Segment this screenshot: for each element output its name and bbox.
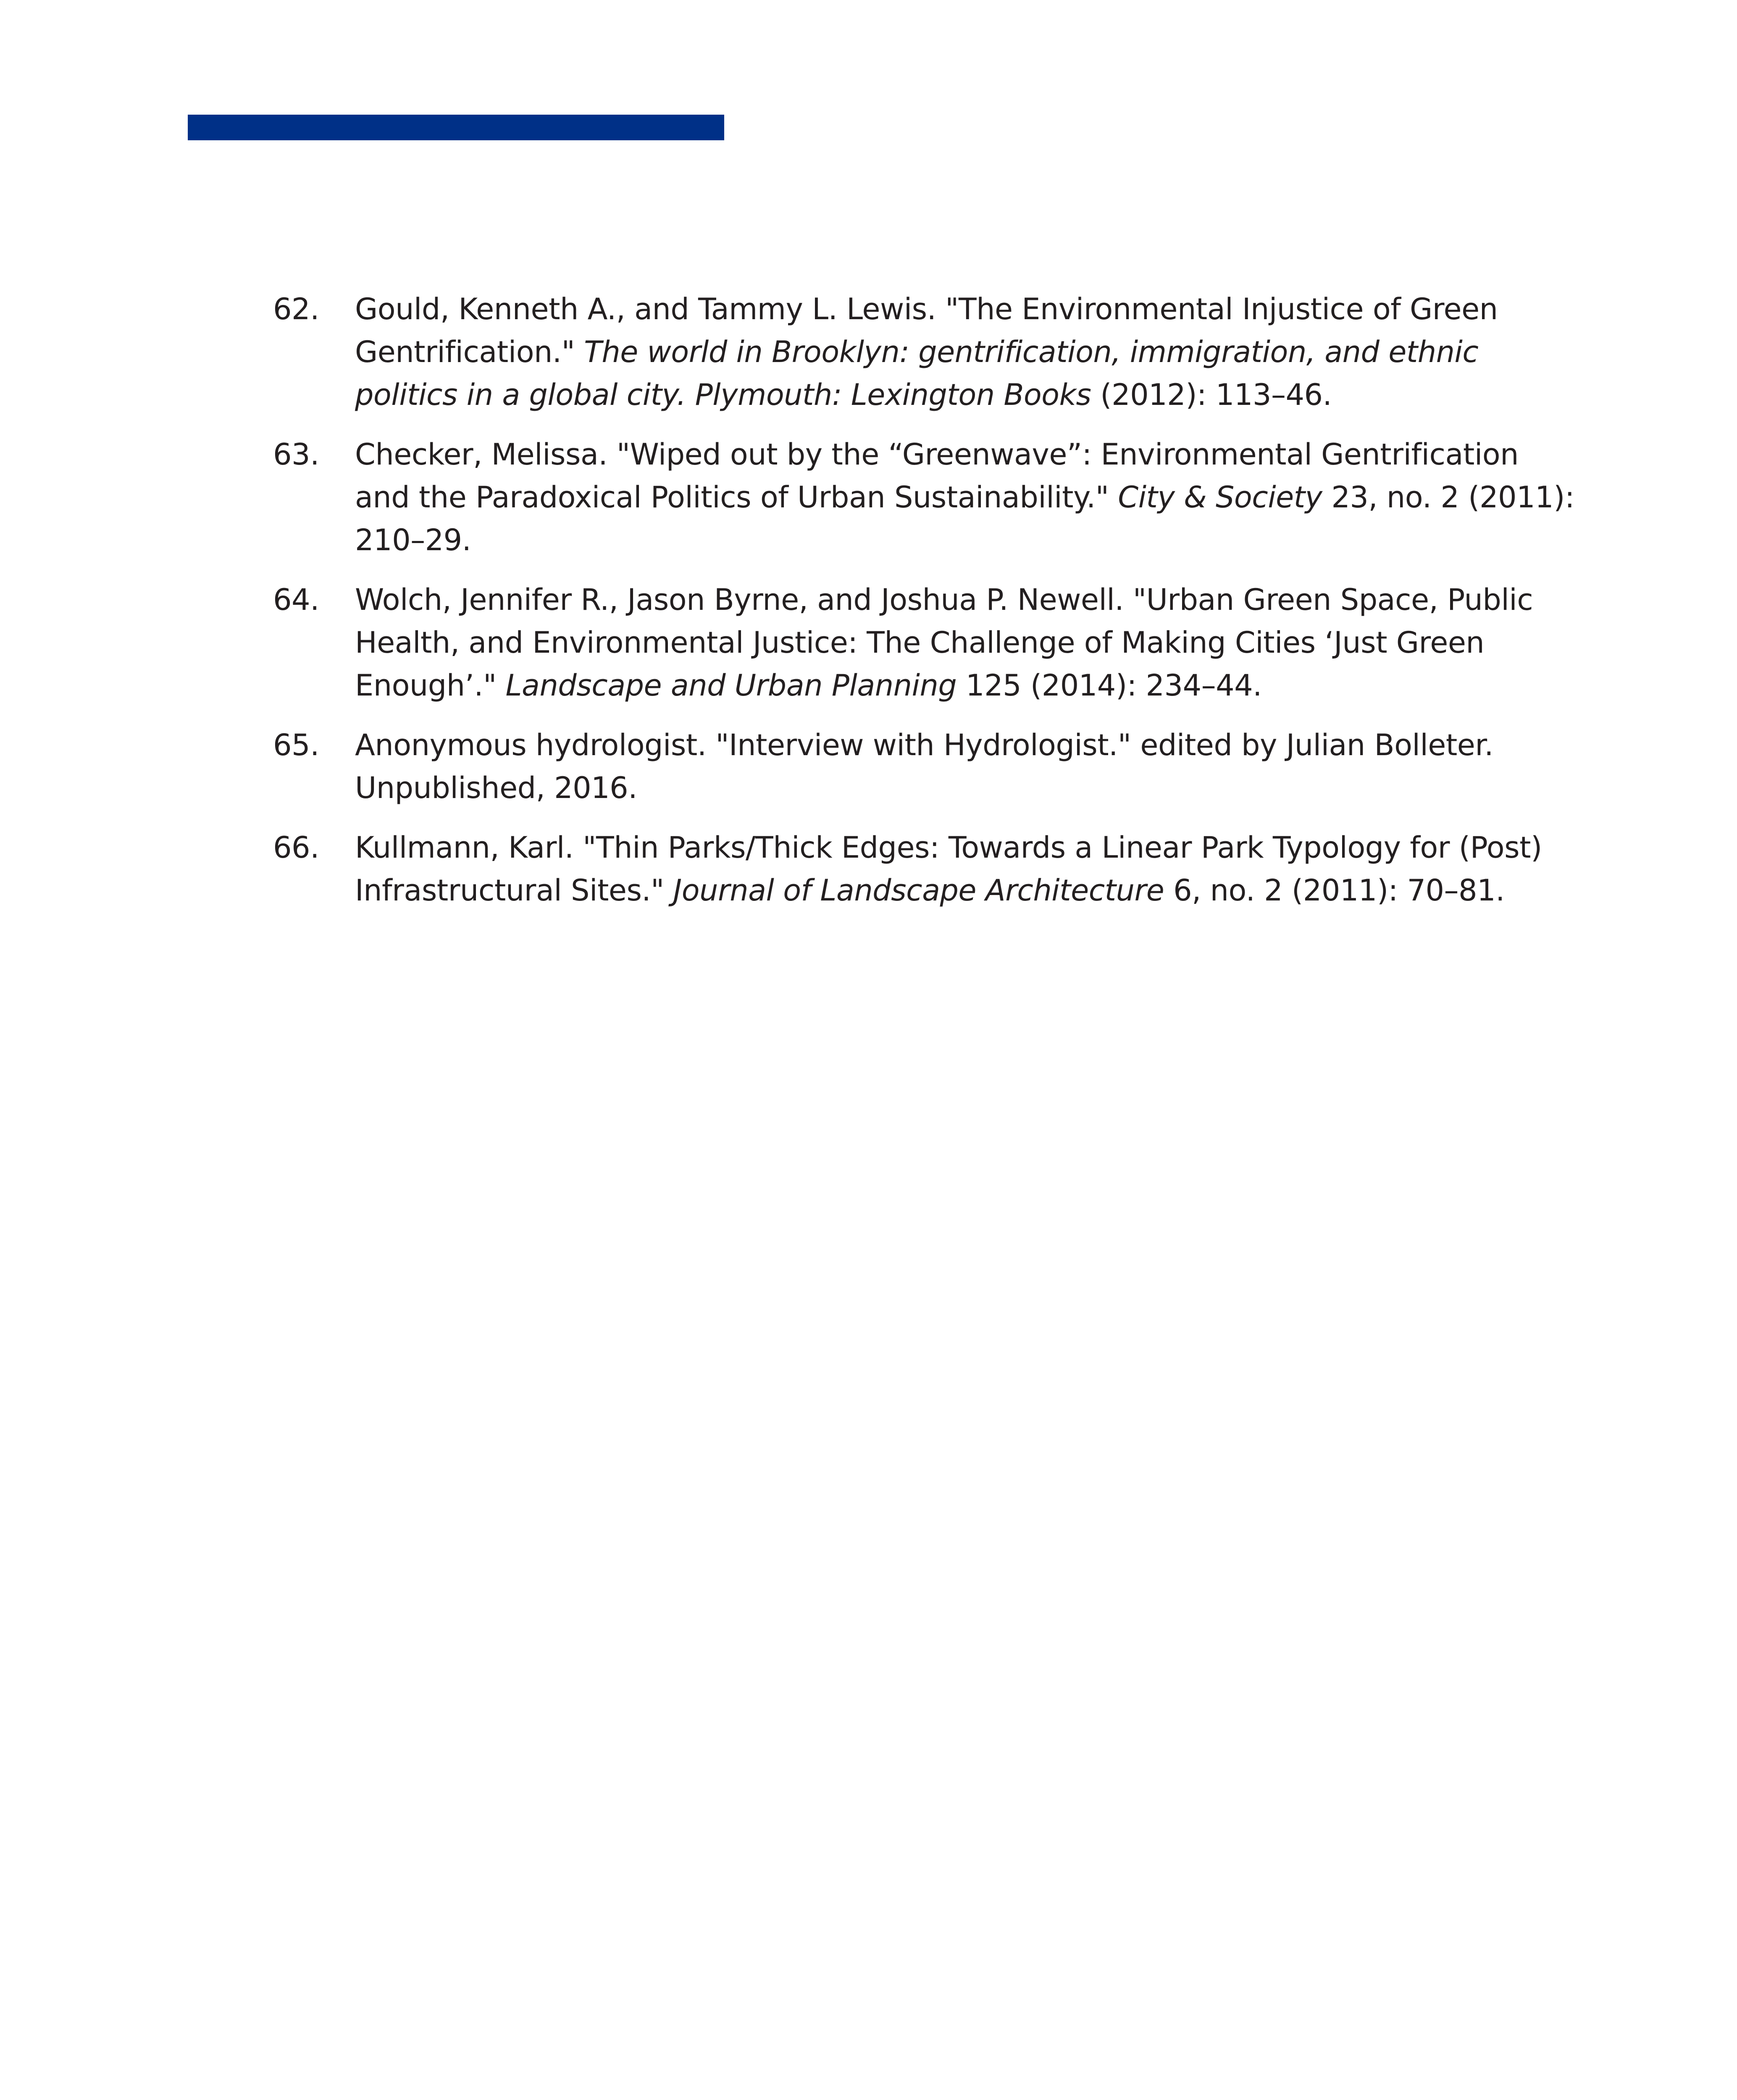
reference-details: 6, no. 2 (2011): 70–81. [1164, 873, 1505, 908]
reference-details: 125 (2014): 234–44. [957, 668, 1262, 703]
reference-authors-title: Anonymous hydrologist. "Interview with Hydrologist." edited by Julian Bolleter. Unpublished, 2016. [355, 728, 1493, 805]
reference-details: 23, no. 2 (2011): 210–29. [355, 480, 1575, 557]
reference-number: 64. [273, 583, 319, 617]
reference-details: (2012): 113–46. [1091, 378, 1332, 412]
reference-item [273, 433, 1575, 562]
reference-item [273, 578, 1575, 707]
reference-number: 66. [273, 830, 319, 865]
reference-text [355, 433, 1575, 562]
reference-text [355, 724, 1575, 809]
reference-source: Landscape and Urban Planning [505, 668, 957, 703]
reference-number: 62. [273, 292, 319, 326]
header-accent-bar [188, 115, 724, 140]
reference-text [355, 826, 1575, 912]
reference-number: 65. [273, 728, 319, 762]
reference-number: 63. [273, 437, 319, 472]
reference-source: City & Society [1118, 480, 1322, 514]
reference-source: Journal of Landscape Architecture [673, 873, 1164, 908]
reference-authors-title: Kullmann, Karl. "Thin Parks/Thick Edges: Towards a Linear Park Typology for (Post) Infrastructural Sites." [355, 830, 1542, 908]
reference-authors-title: Checker, Melissa. "Wiped out by the “Greenwave”: Environmental Gentrification and the Paradoxical Politics of Urban Sustainability." [355, 437, 1519, 514]
reference-item [273, 288, 1575, 416]
reference-authors-title: Wolch, Jennifer R., Jason Byrne, and Joshua P. Newell. "Urban Green Space, Public Health, and Environmental Justice: The Challenge of Making Cities ‘Just Green Enough’." [355, 583, 1533, 703]
reference-authors-title: Gould, Kenneth A., and Tammy L. Lewis. "The Environmental Injustice of Green Gentrification." [355, 292, 1498, 369]
reference-list [273, 288, 1575, 929]
reference-text [355, 578, 1575, 707]
reference-item [273, 826, 1575, 912]
reference-source: The world in Brooklyn: gentrification, immigration, and ethnic politics in a global city. Plymouth: Lexington Books [355, 335, 1479, 412]
reference-text [355, 288, 1575, 416]
reference-item [273, 724, 1575, 809]
